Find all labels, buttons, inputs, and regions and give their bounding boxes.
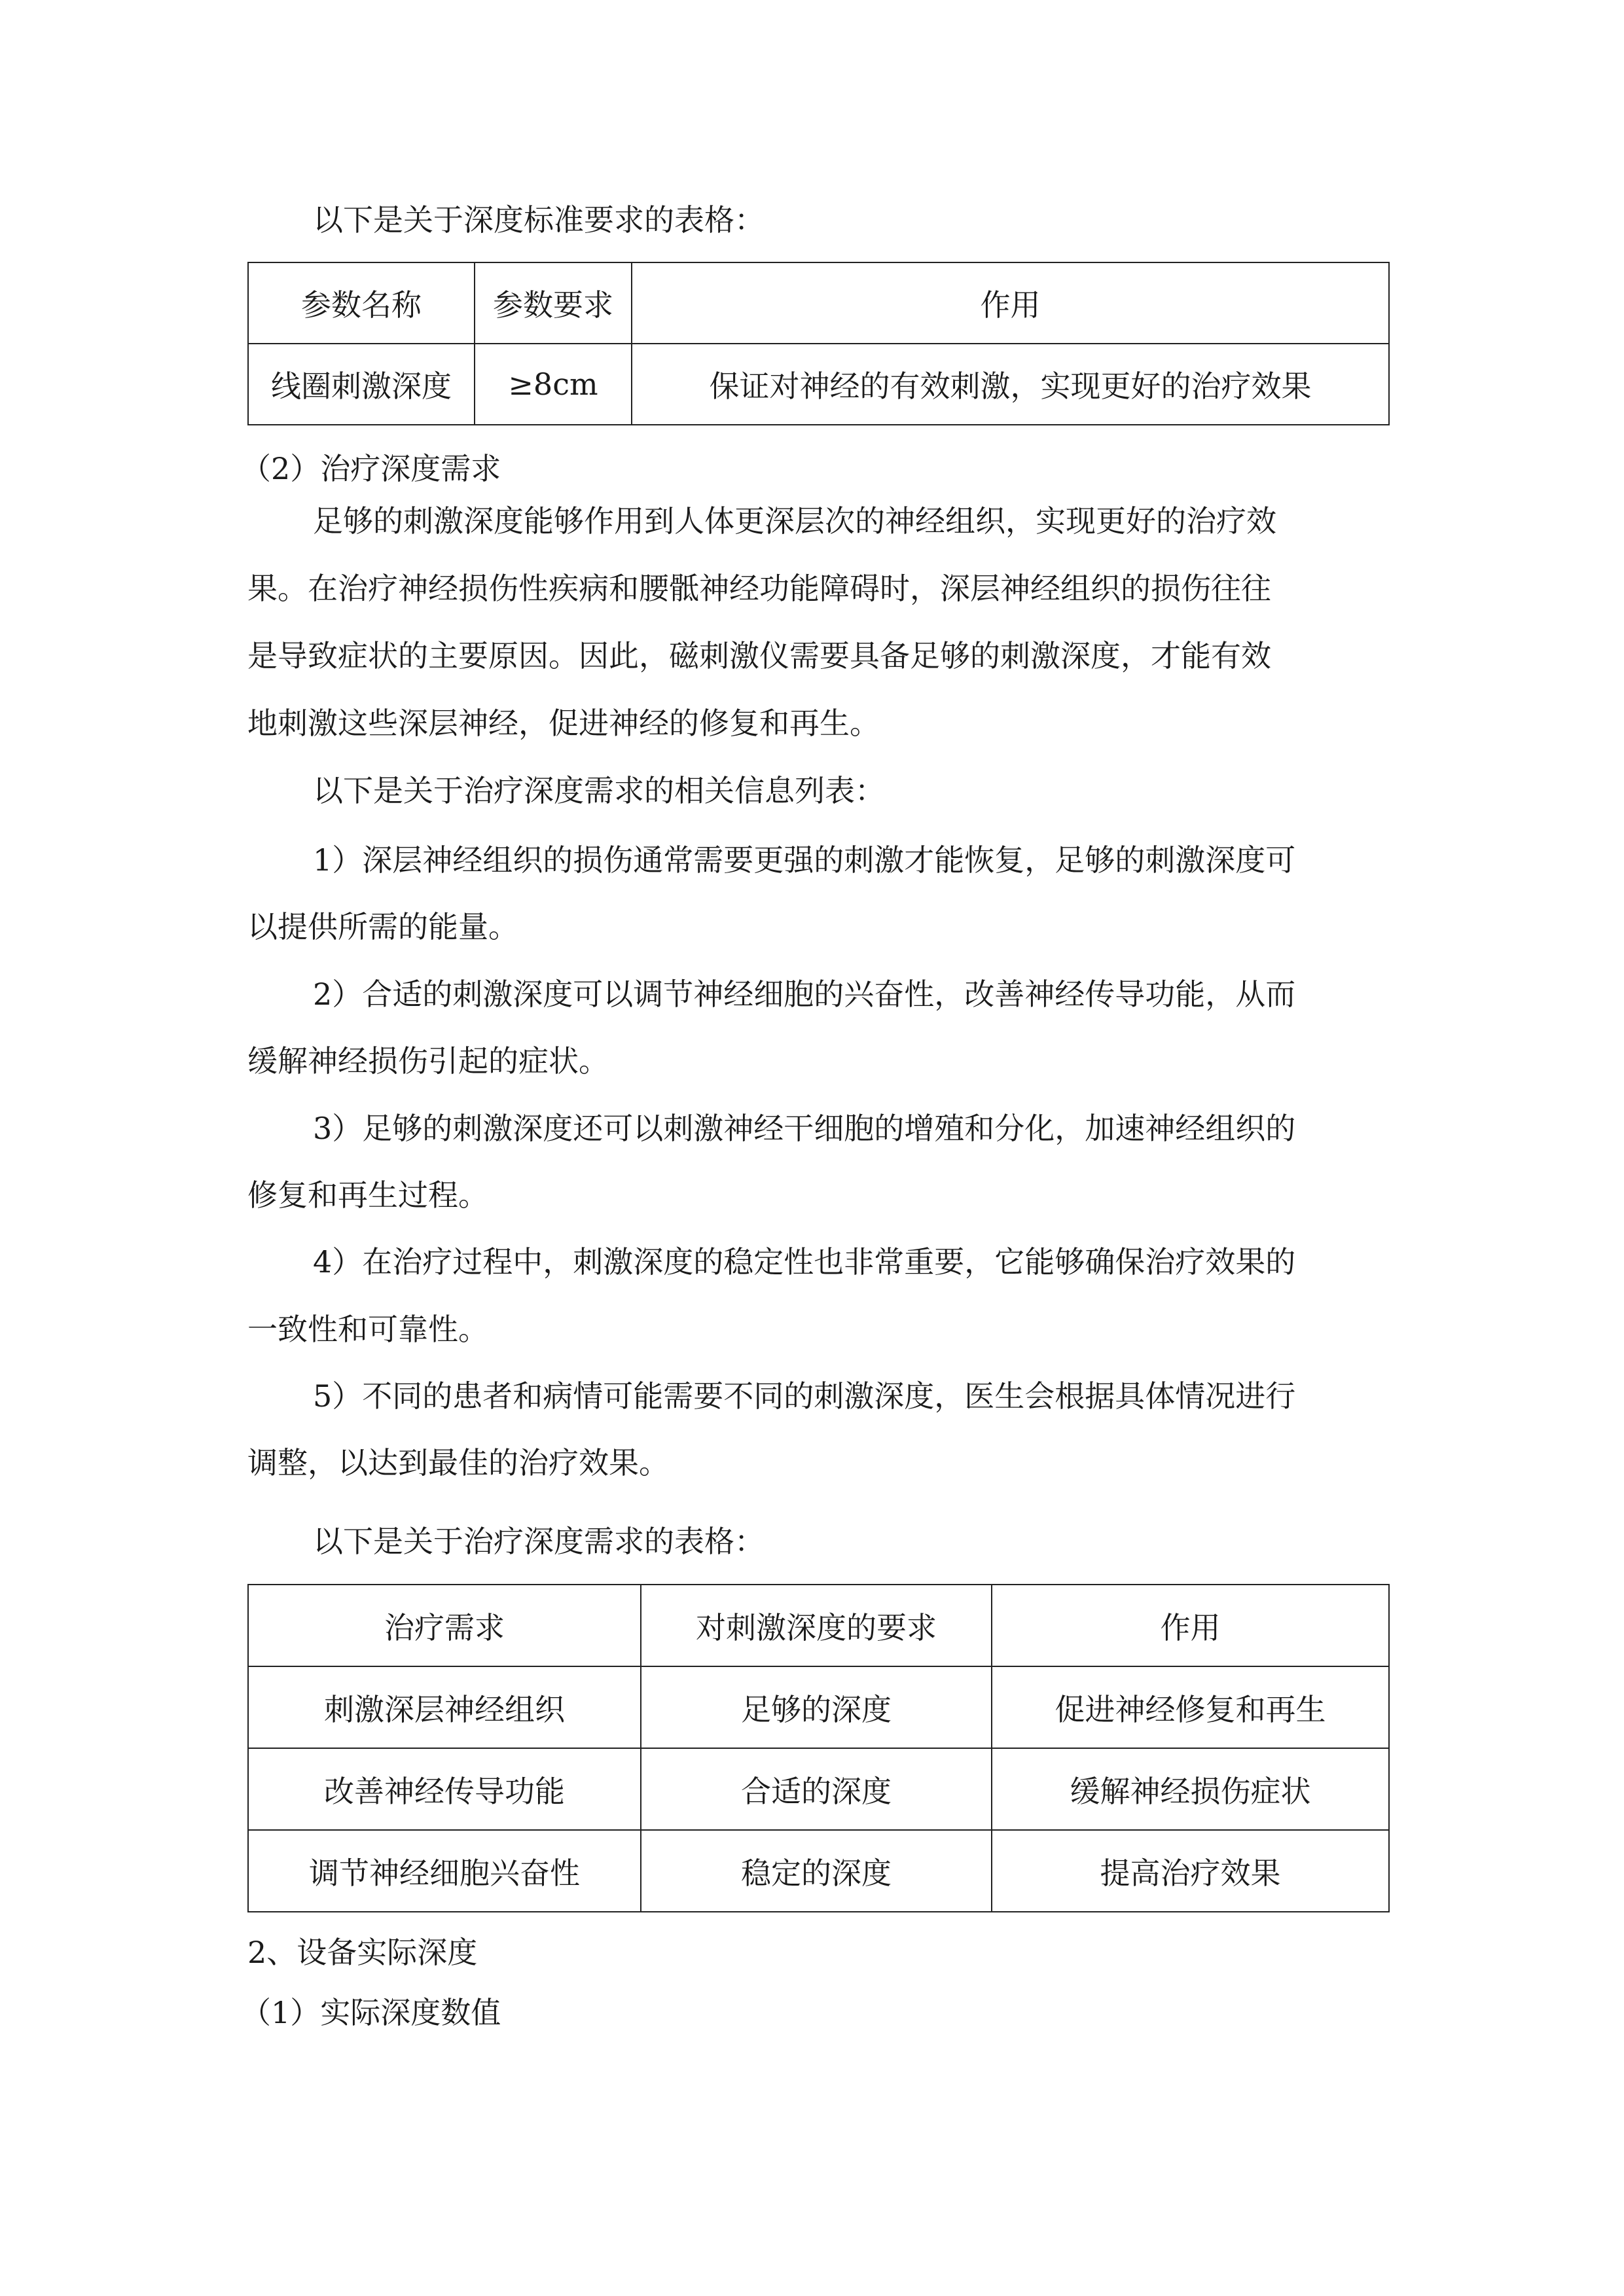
list-intro: 以下是关于治疗深度需求的相关信息列表： <box>313 773 885 808</box>
table-header-cell: 参数要求 <box>475 262 632 344</box>
table-cell: 刺激深层神经组织 <box>248 1666 641 1748</box>
table-header-cell: 对刺激深度的要求 <box>641 1585 992 1666</box>
list-item-line: 缓解神经损伤引起的症状。 <box>247 1043 609 1079</box>
table-cell: 提高治疗效果 <box>992 1830 1389 1912</box>
table-row <box>248 344 1389 425</box>
table-cell: 改善神经传导功能 <box>248 1748 641 1830</box>
list-item-line: 1）深层神经组织的损伤通常需要更强的刺激才能恢复，足够的刺激深度可 <box>313 842 1296 878</box>
table-row <box>248 1666 1389 1748</box>
table-cell: 保证对神经的有效刺激，实现更好的治疗效果 <box>632 344 1389 425</box>
table-header-row <box>248 262 1389 344</box>
table-cell: 缓解神经损伤症状 <box>992 1748 1389 1830</box>
table-header-cell: 作用 <box>632 262 1389 344</box>
list-item-line: 3）足够的刺激深度还可以刺激神经干细胞的增殖和分化，加速神经组织的 <box>313 1111 1296 1146</box>
table-header-cell: 作用 <box>992 1585 1389 1666</box>
section-heading: 2、设备实际深度 <box>247 1935 478 1970</box>
table-cell: 线圈刺激深度 <box>248 344 475 425</box>
table-header-cell: 参数名称 <box>248 262 475 344</box>
paragraph-line: 是导致症状的主要原因。因此，磁刺激仪需要具备足够的刺激深度，才能有效 <box>247 638 1271 673</box>
depth-standard-table <box>247 262 1390 425</box>
list-item-line: 2）合适的刺激深度可以调节神经细胞的兴奋性，改善神经传导功能，从而 <box>313 977 1296 1012</box>
table1-intro: 以下是关于深度标准要求的表格： <box>313 202 765 238</box>
table-header-row <box>248 1585 1389 1666</box>
list-item-line: 调整，以达到最佳的治疗效果。 <box>247 1445 669 1480</box>
paragraph-line: 果。在治疗神经损伤性疾病和腰骶神经功能障碍时，深层神经组织的损伤往往 <box>247 571 1271 606</box>
list-item-line: 修复和再生过程。 <box>247 1177 488 1213</box>
table-row <box>248 1830 1389 1912</box>
table-cell: 调节神经细胞兴奋性 <box>248 1830 641 1912</box>
list-item-line: 一致性和可靠性。 <box>247 1312 488 1347</box>
subsection-heading: （1）实际深度数值 <box>241 1995 501 2030</box>
table-cell: 促进神经修复和再生 <box>992 1666 1389 1748</box>
treatment-depth-table <box>247 1584 1390 1912</box>
table2-intro: 以下是关于治疗深度需求的表格： <box>313 1524 765 1559</box>
table-row <box>248 1748 1389 1830</box>
list-item-line: 4）在治疗过程中，刺激深度的稳定性也非常重要，它能够确保治疗效果的 <box>313 1244 1296 1280</box>
table-cell: 足够的深度 <box>641 1666 992 1748</box>
table-cell: 稳定的深度 <box>641 1830 992 1912</box>
paragraph-line: 足够的刺激深度能够作用到人体更深层次的神经组织，实现更好的治疗效 <box>313 503 1276 539</box>
table-cell: 合适的深度 <box>641 1748 992 1830</box>
list-item-line: 以提供所需的能量。 <box>247 909 518 944</box>
table-cell: ≥8cm <box>475 344 632 425</box>
list-item-line: 5）不同的患者和病情可能需要不同的刺激深度，医生会根据具体情况进行 <box>313 1378 1296 1414</box>
section-heading: （2）治疗深度需求 <box>241 451 501 486</box>
paragraph-line: 地刺激这些深层神经，促进神经的修复和再生。 <box>247 706 880 741</box>
table-header-cell: 治疗需求 <box>248 1585 641 1666</box>
